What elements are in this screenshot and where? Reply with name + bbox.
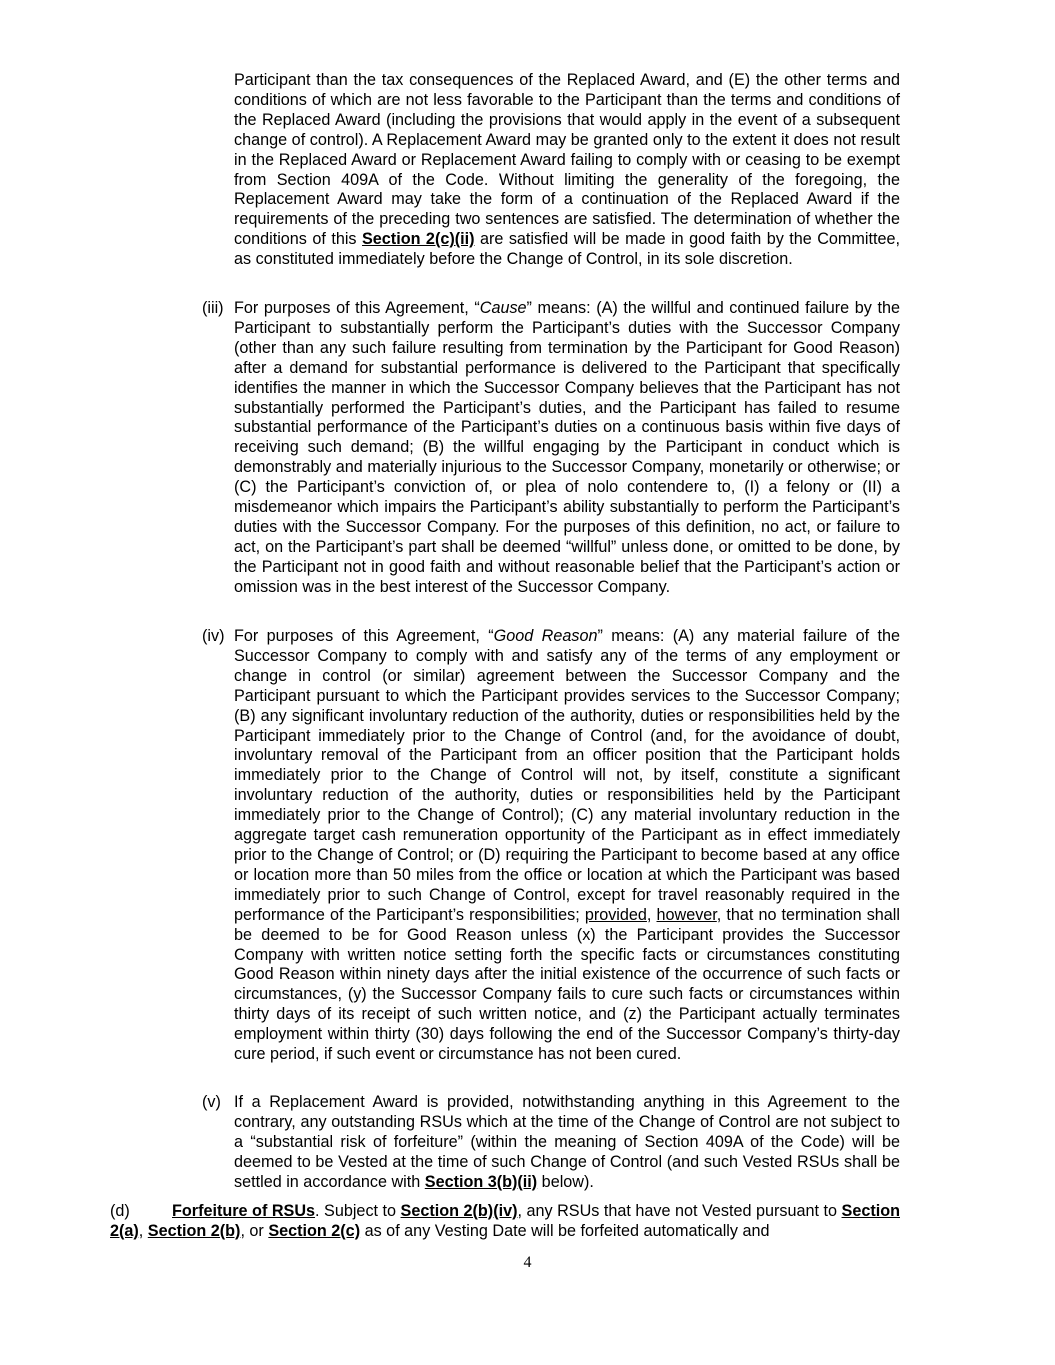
- clause-text: , that no termination shall be deemed to be for Good Reason unless (x) the Participant provides the Successor Company with written notice setting forth the specific facts or circumstances constituting Good Reason within ninety days after the initial existence of the occurrence of such facts or circumstances, (y) the Successor Company fails to cure such facts or circumstances within thirty days of its receipt of such written notice, and (z) the Participant actually terminates employment within thirty (30) days following the end of the Successor Company’s thirty-day cure period, if such event or circumstance has not been cured.: [234, 905, 900, 1064]
- clause-v-replacement-award: [202, 1093, 900, 1193]
- paragraph-text: , any RSUs that have not Vested pursuant to: [517, 1202, 842, 1220]
- section-reference: Section 2(c): [268, 1221, 361, 1240]
- clause-body: [234, 299, 900, 598]
- clause-text: ” means: (A) the willful and continued failure by the Participant to substantially perform the Participant’s duties with the Successor Company (other than any such failure resulting from termination by the Participant for Good Reason) after a demand for substantial performance is delivered to the Participant that specifically identifies the manner in which the Successor Company believes that the Participant has not substantially performed the Participant’s duties, and the Participant has failed to resume substantial performance of the Participant’s duties on a continuous basis within five days of receiving such demand; (B) the willful engaging by the Participant in conduct which is demonstrably and materially injurious to the Successor Company, monetarily or otherwise; or (C) the Participant’s conviction of, or plea of nolo contendere to, (I) a felony or (II) a misdemeanor which impairs the Participant’s ability substantially to perform the Participant’s duties with the Successor Company. For the purposes of this definition, no act, or failure to act, on the Participant’s part shall be deemed “willful” unless done, or omitted to be done, by the Participant not in good faith and without reasonable belief that the Participant’s action or omission was in the best interest of the Successor Company.: [234, 299, 900, 596]
- clause-text: For purposes of this Agreement, “: [234, 299, 480, 317]
- defined-term: Good Reason: [493, 627, 598, 645]
- paragraph-text: , or: [240, 1221, 269, 1240]
- paragraph-label: (d): [110, 1202, 130, 1220]
- clause-iv-good-reason: [202, 627, 900, 1065]
- clause-number: (iii): [202, 299, 224, 317]
- clause-text: ,: [646, 905, 657, 924]
- section-reference: Section 2(c)(ii): [362, 230, 475, 249]
- paragraph-text: as of any Vesting Date will be forfeited automatically and: [360, 1221, 770, 1240]
- paragraph-text: ,: [138, 1221, 148, 1240]
- paragraph-heading: Forfeiture of RSUs: [172, 1202, 316, 1220]
- section-reference: Section 2(b)(iv): [400, 1202, 518, 1220]
- defined-term: Cause: [479, 299, 527, 317]
- section-reference: Section 3(b)(ii): [424, 1172, 538, 1191]
- clause-body: [234, 1093, 900, 1193]
- clause-number: (v): [202, 1093, 221, 1111]
- continuation-paragraph: [234, 71, 900, 270]
- provided-underlined: provided: [584, 905, 647, 924]
- continuation-text-1: Participant than the tax consequences of the Replaced Award, and (E) the other terms and conditions of which are not less favorable to the Participant than the terms and conditions of the Replaced Award (including the provisions that would apply in the event of a subsequent change of control). A Replacement Award may be granted only to the extent it does not result in the Replaced Award or Replacement Award failing to comply with or ceasing to be exempt from Section 409A of the Code. Without limiting the generality of the foregoing, the Replacement Award may take the form of a continuation of the Replaced Award if the requirements of the preceding two sentences are satisfied. The determination of whether the conditions of this: [234, 71, 900, 249]
- clause-text: If a Replacement Award is provided, notwithstanding anything in this Agreement to the contrary, any outstanding RSUs which at the time of the Change of Control are not subject to a “substantial risk of forfeiture” (within the meaning of Section 409A of the Code) will be deemed to be Vested at the time of such Change of Control (and such Vested RSUs shall be settled in accordance with: [234, 1093, 900, 1191]
- clause-text: For purposes of this Agreement, “: [234, 627, 494, 645]
- clause-text: ” means: (A) any material failure of the Successor Company to comply with and satisfy any of the terms of any employment or change in control (or similar) agreement between the Successor Company and the Participant pursuant to which the Participant provides services to the Successor Company; (B) any significant involuntary reduction of the authority, duties or responsibilities held by the Participant immediately prior to the Change of Control (and, for the avoidance of doubt, involuntary removal of the Participant from an officer position that the Participant holds immediately prior to the Change of Control will not, by itself, constitute a significant involuntary reduction of the authority, duties or responsibilities held by the Participant immediately prior to the Change of Control); (C) any material involuntary reduction in the aggregate target cash remuneration opportunity of the Participant as in effect immediately prior to the Change of Control; or (D) requiring the Participant to become based at any office or location more than 50 miles from the office or location at which the Participant was based immediately prior to such Change of Control, except for travel reasonably required in the performance of the Participant’s responsibilities;: [234, 627, 900, 924]
- paragraph-text: . Subject to: [315, 1202, 401, 1220]
- paragraph-d-forfeiture: [110, 1202, 900, 1242]
- section-reference: Section 2(b): [147, 1221, 241, 1240]
- section-reference: Section 2(a): [110, 1202, 900, 1240]
- clause-iii-cause: [202, 299, 900, 598]
- however-underlined: however: [656, 905, 717, 924]
- clause-body: [234, 627, 900, 1065]
- clause-number: (iv): [202, 627, 225, 645]
- continuation-text-2: are satisfied will be made in good faith by the Committee, as constituted immediately before the Change of Control, in its sole discretion.: [234, 230, 900, 269]
- page-number: 4: [523, 1254, 532, 1271]
- clause-text: below).: [537, 1172, 594, 1191]
